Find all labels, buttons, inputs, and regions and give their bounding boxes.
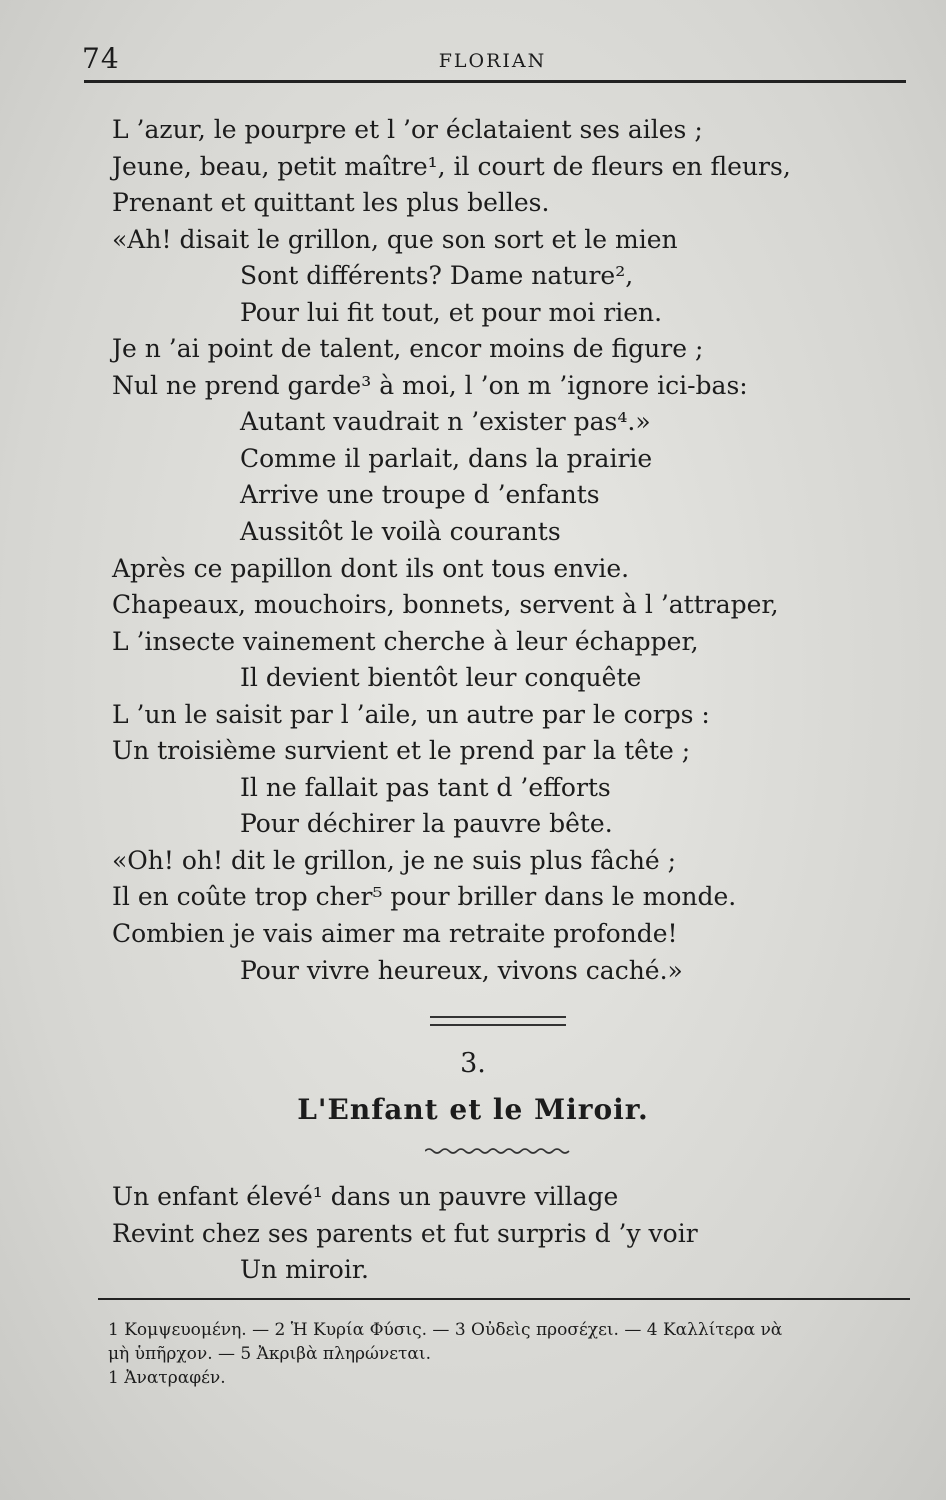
page-header: [80, 42, 905, 78]
verse-line: Combien je vais aimer ma retraite profonde!: [112, 919, 678, 949]
footnote-line: μὴ ὑπῆρχον. — 5 Ἀκριβὰ πληρώνεται.: [108, 1344, 431, 1364]
verse-line: Pour lui fit tout, et pour moi rien.: [240, 297, 663, 327]
verse-line: Autant vaudrait n ’exister pas⁴.»: [240, 407, 651, 437]
verse-line: L ’insecte vainement cherche à leur échapper,: [112, 626, 699, 656]
verse-line: L ’un le saisit par l ’aile, un autre par le corps :: [112, 699, 710, 729]
fable-verse-grillon: [112, 112, 902, 989]
verse-line: Nul ne prend garde³ à moi, l ’on m ’ignore ici-bas:: [112, 370, 748, 400]
verse-line: Prenant et quittant les plus belles.: [112, 188, 550, 218]
verse-line: Arrive une troupe d ’enfants: [240, 480, 600, 510]
running-head: FLORIAN: [438, 50, 547, 72]
footnote-line: 1 Ἀνατραφέν.: [108, 1368, 226, 1388]
verse-line: Il ne fallait pas tant d ’efforts: [240, 772, 611, 802]
section-divider: [430, 1016, 566, 1026]
verse-line: Comme il parlait, dans la prairie: [240, 443, 653, 473]
page-number: 74: [82, 42, 120, 75]
wavy-ornament-icon: [425, 1146, 571, 1156]
fable-title: L'Enfant et le Miroir.: [297, 1093, 649, 1126]
verse-line: Un enfant élevé¹ dans un pauvre village: [112, 1182, 619, 1211]
verse-line: Je n ’ai point de talent, encor moins de figure ;: [112, 334, 704, 364]
footnote-line: 1 Κομψευομένη. — 2 Ἡ Κυρία Φύσις. — 3 Οὐδεὶς προσέχει. — 4 Καλλίτερα νὰ: [108, 1320, 783, 1340]
header-rule: [84, 80, 906, 83]
verse-line: Un troisième survient et le prend par la tête ;: [112, 736, 691, 766]
footnote-rule: [98, 1298, 910, 1300]
verse-line: Il devient bientôt leur conquête: [240, 663, 642, 693]
verse-line: «Oh! oh! dit le grillon, je ne suis plus fâché ;: [112, 845, 677, 875]
verse-line: Après ce papillon dont ils ont tous envie.: [112, 553, 630, 583]
verse-line: Jeune, beau, petit maître¹, il court de fleurs en fleurs,: [112, 151, 791, 181]
verse-line: Chapeaux, mouchoirs, bonnets, servent à l ’attraper,: [112, 590, 779, 620]
verse-line: Revint chez ses parents et fut surpris d ’y voir: [112, 1218, 698, 1248]
verse-line: Pour vivre heureux, vivons caché.»: [240, 955, 683, 985]
verse-line: Il en coûte trop cher⁵ pour briller dans le monde.: [112, 882, 737, 912]
verse-line: Aussitôt le voilà courants: [240, 517, 561, 547]
verse-line: Pour déchirer la pauvre bête.: [240, 809, 613, 839]
verse-line: «Ah! disait le grillon, que son sort et le mien: [112, 224, 678, 254]
fable-number: 3.: [460, 1048, 486, 1079]
fable-verse-miroir: [112, 1179, 902, 1289]
verse-line: Sont différents? Dame nature²,: [240, 261, 634, 291]
verse-line: Un miroir.: [240, 1255, 369, 1284]
verse-line: L ’azur, le pourpre et l ’or éclataient ses ailes ;: [112, 115, 703, 144]
footnotes: [108, 1318, 923, 1390]
